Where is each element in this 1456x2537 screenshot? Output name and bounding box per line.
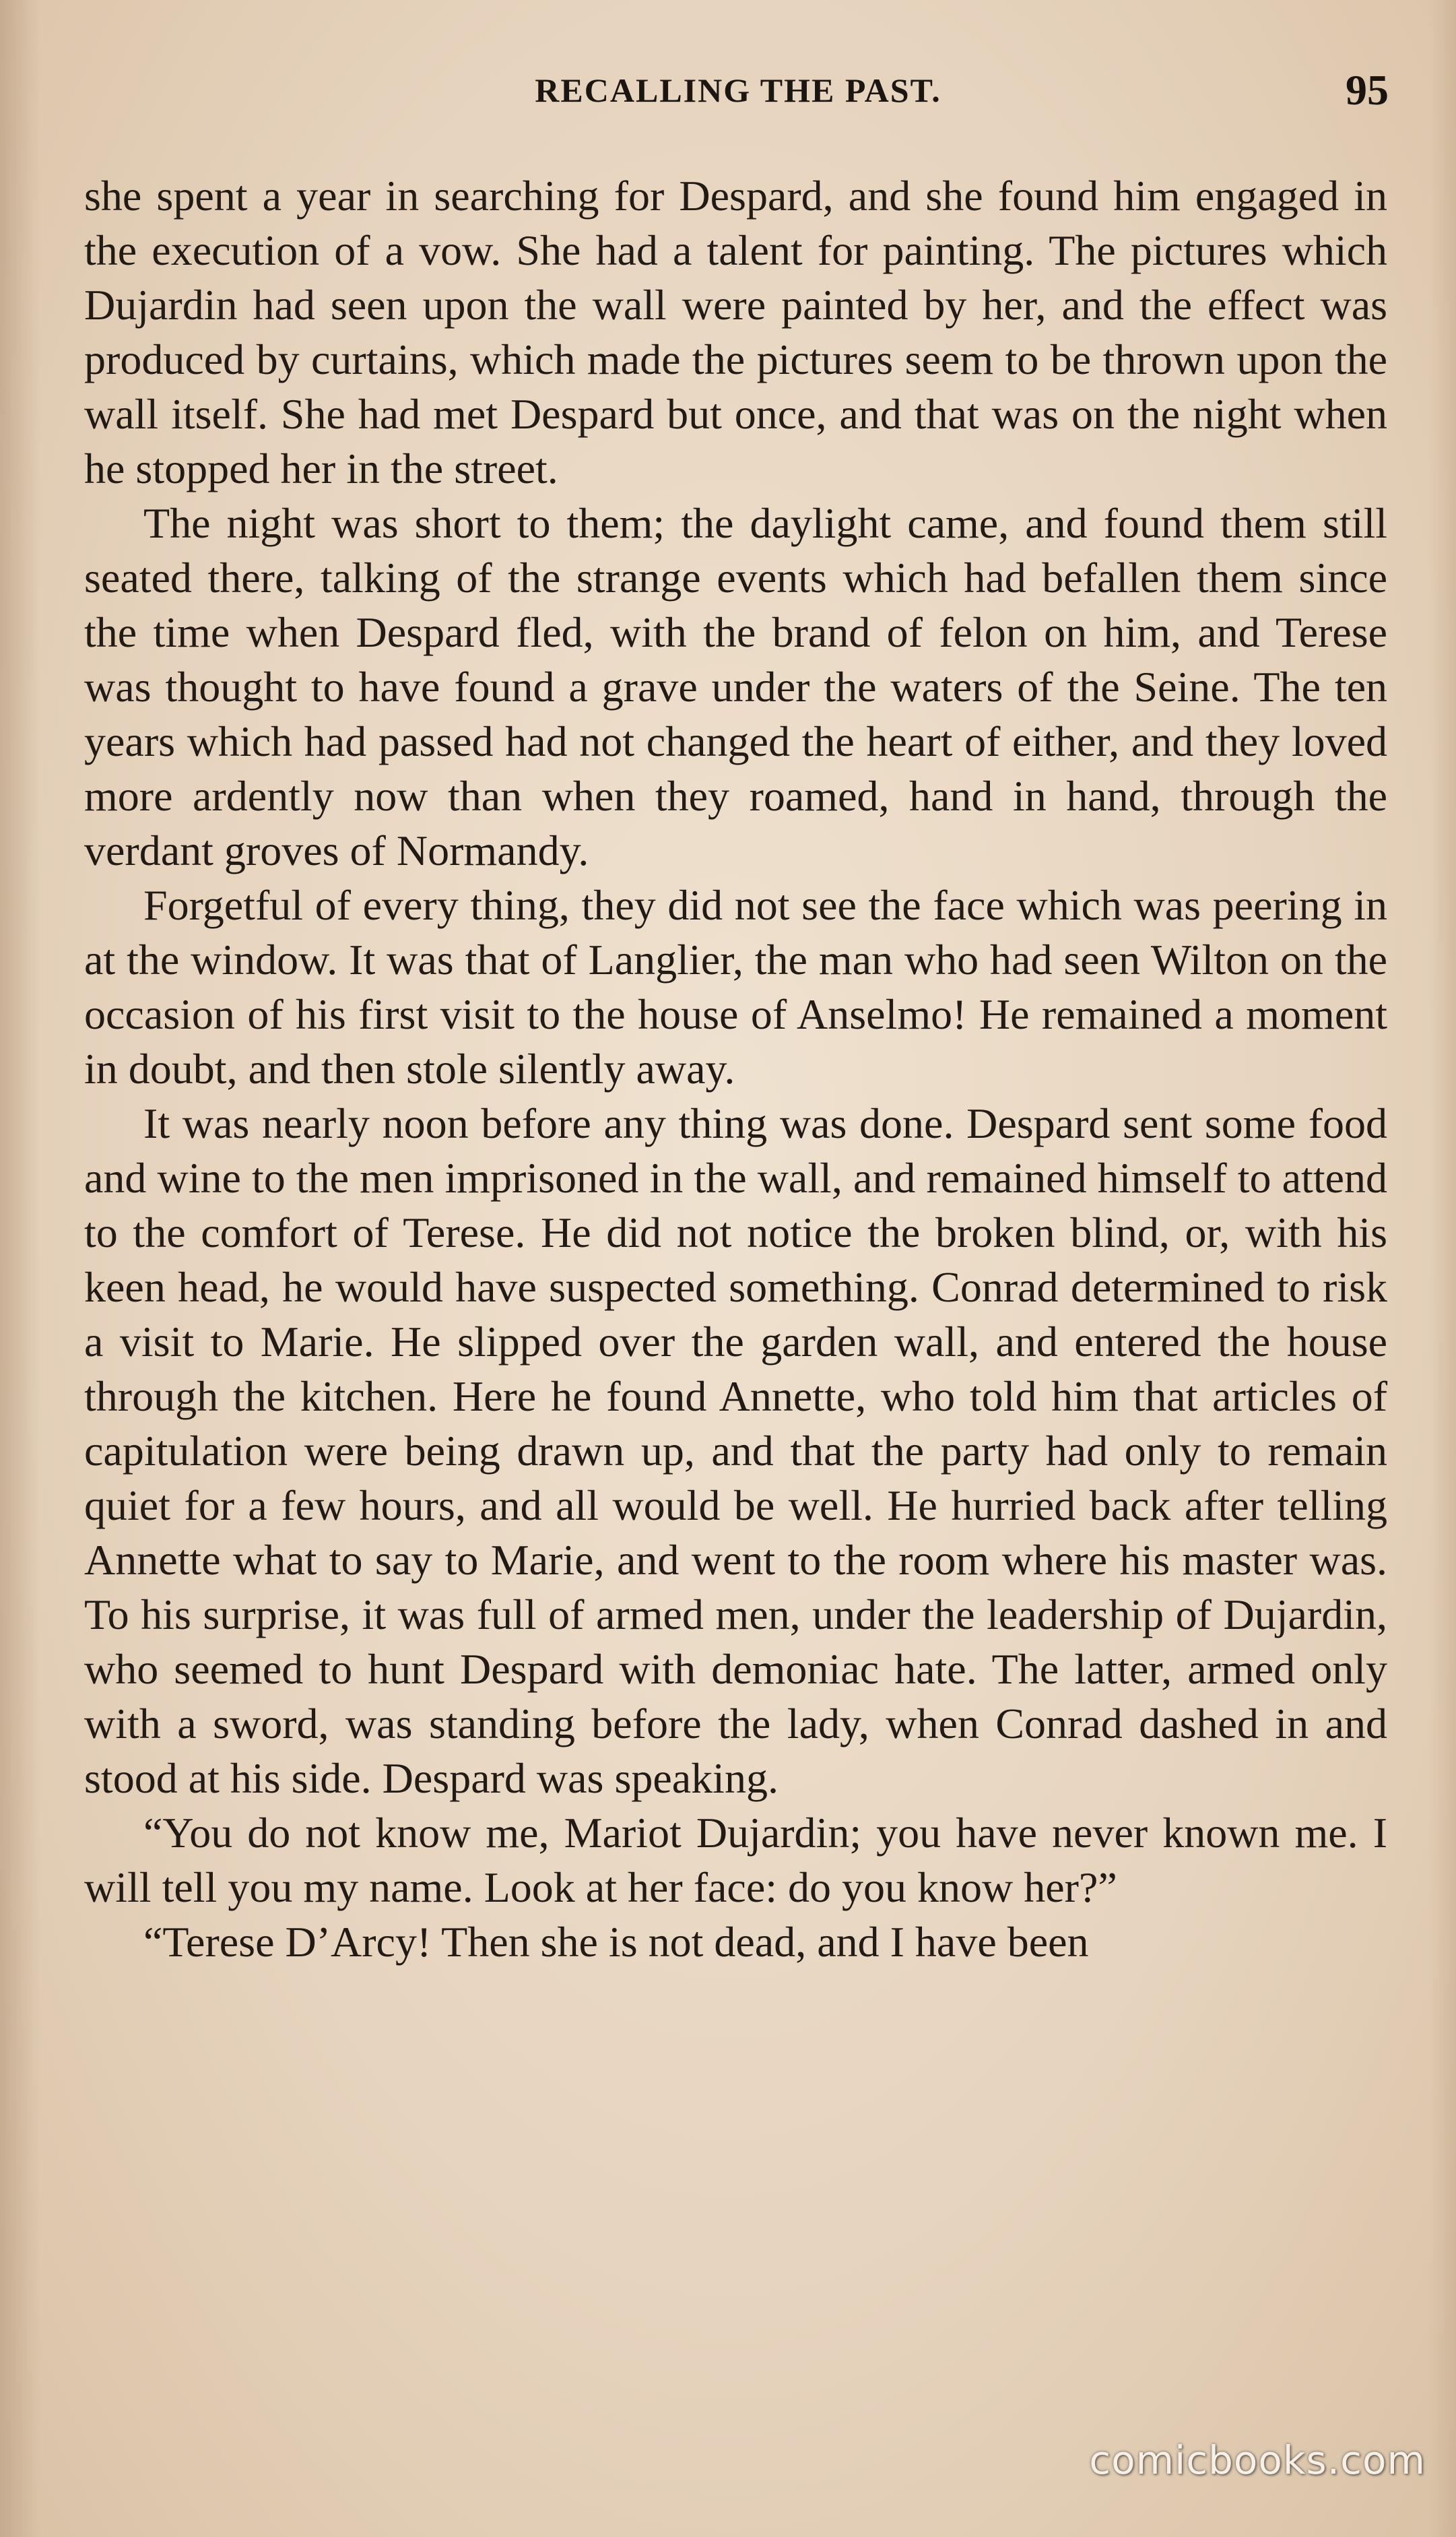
paragraph: “Terese D’Arcy! Then she is not dead, and I have been (143, 1918, 1089, 1966)
body-text (84, 168, 1387, 1969)
running-head (88, 66, 1389, 125)
paragraph: The night was short to them; the daylight came, and found them still seated there, talking of the strange events which had befallen them since the time when Despard fled, with the brand of felon on him, and Terese was thought to have found a grave under the waters of the Seine. The ten years which had passed had not changed the heart of either, and they loved more ardently now than when they roamed, hand in hand, through the verdant groves of Normandy. (84, 499, 1387, 874)
paragraph: It was nearly noon before any thing was done. Despard sent some food and wine to the men imprisoned in the wall, and remained himself to attend to the comfort of Terese. He did not notice the broken blind, or, with his keen head, he would have suspected something. Conrad determined to risk a visit to Marie. He slipped over the garden wall, and entered the house through the kitchen. Here he found Annette, who told him that articles of capitulation were being drawn up, and that the party had only to remain quiet for a few hours, and all would be well. He hurried back after telling Annette what to say to Marie, and went to the room where his master was. To his surprise, it was full of armed men, under the leadership of Dujardin, who seemed to hunt Despard with demoniac hate. The latter, armed only with a sword, was standing before the lady, when Conrad dashed in and stood at his side. Despard was speaking. (84, 1099, 1387, 1802)
paragraph: “You do not know me, Mariot Dujardin; you have never known me. I will tell you my name. Look at her face: do you know her?” (84, 1809, 1387, 1911)
watermark: comicbooks.com (1089, 2437, 1426, 2483)
page-number: 95 (1346, 66, 1389, 114)
paragraph: she spent a year in searching for Despard, and she found him engaged in the execution of a vow. She had a talent for painting. The pictures which Dujardin had seen upon the wall were painted by her, and the effect was produced by curtains, which made the pictures seem to be thrown upon the wall itself. She had met Despard but once, and that was on the night when he stopped her in the street. (84, 172, 1387, 492)
paragraph: Forgetful of every thing, they did not see the face which was peering in at the window. It was that of Langlier, the man who had seen Wilton on the occasion of his first visit to the house of Anselmo! He remained a moment in doubt, and then stole silently away. (84, 881, 1387, 1093)
running-title: RECALLING THE PAST. (535, 71, 941, 109)
